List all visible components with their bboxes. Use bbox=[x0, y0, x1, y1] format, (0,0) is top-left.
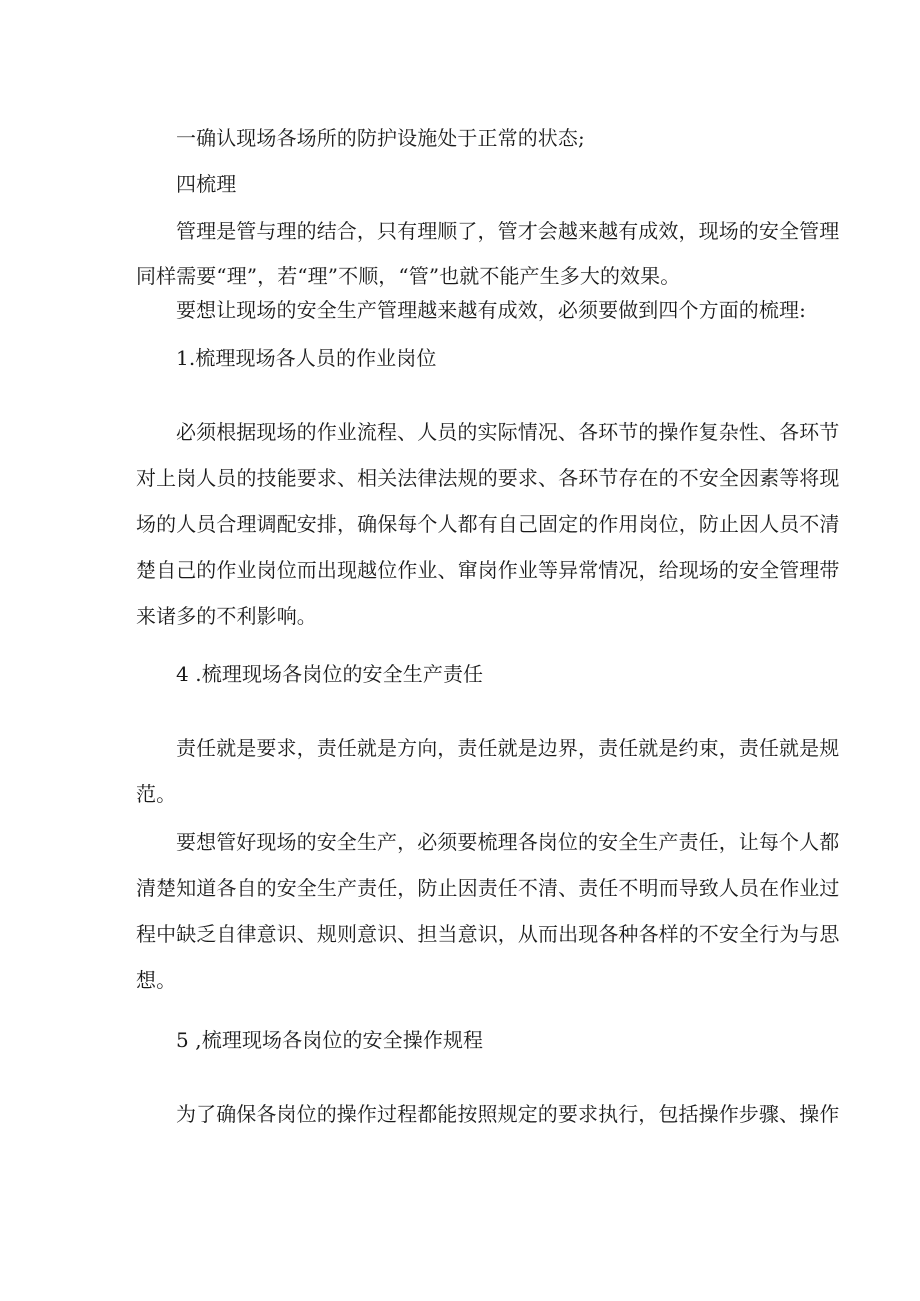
paragraph-line: 管理是管与理的结合，只有理顺了，管才会越来越有成效，现场的安全管理 bbox=[176, 219, 840, 243]
paragraph-line: 为了确保各岗位的操作过程都能按照规定的要求执行，包括操作步骤、操作 bbox=[176, 1102, 840, 1126]
subsection-heading: 1.梳理现场各人员的作业岗位 bbox=[176, 346, 437, 370]
paragraph-line: 一确认现场各场所的防护设施处于正常的状态; bbox=[176, 126, 585, 150]
paragraph-line: 对上岗人员的技能要求、相关法律法规的要求、各环节存在的不安全因素等将现 bbox=[136, 466, 840, 490]
subsection-heading: 5 ,梳理现场各岗位的安全操作规程 bbox=[176, 1028, 484, 1052]
paragraph-line: 楚自己的作业岗位而出现越位作业、窜岗作业等异常情况，给现场的安全管理带 bbox=[136, 558, 840, 582]
paragraph-line: 责任就是要求，责任就是方向，责任就是边界，责任就是约束，责任就是规 bbox=[176, 736, 840, 760]
paragraph-line: 要想管好现场的安全生产，必须要梳理各岗位的安全生产责任，让每个人都 bbox=[176, 830, 840, 854]
paragraph-line: 程中缺乏自律意识、规则意识、担当意识，从而出现各种各样的不安全行为与思 bbox=[136, 922, 840, 946]
paragraph-line: 想。 bbox=[136, 968, 177, 992]
paragraph-line: 场的人员合理调配安排，确保每个人都有自己固定的作用岗位，防止因人员不清 bbox=[136, 512, 840, 536]
paragraph-line: 要想让现场的安全生产管理越来越有成效，必须要做到四个方面的梳理: bbox=[176, 298, 806, 322]
section-heading: 四梳理 bbox=[176, 172, 237, 196]
paragraph-line: 清楚知道各自的安全生产责任，防止因责任不清、责任不明而导致人员在作业过 bbox=[136, 876, 840, 900]
paragraph-line: 范。 bbox=[136, 782, 177, 806]
paragraph-line: 同样需要“理”，若“理”不顺，“管”也就不能产生多大的效果。 bbox=[136, 264, 681, 288]
subsection-heading: 4 .梳理现场各岗位的安全生产责任 bbox=[176, 662, 484, 686]
paragraph-line: 来诸多的不利影响。 bbox=[136, 604, 317, 628]
paragraph-line: 必须根据现场的作业流程、人员的实际情况、各环节的操作复杂性、各环节 bbox=[176, 420, 840, 444]
